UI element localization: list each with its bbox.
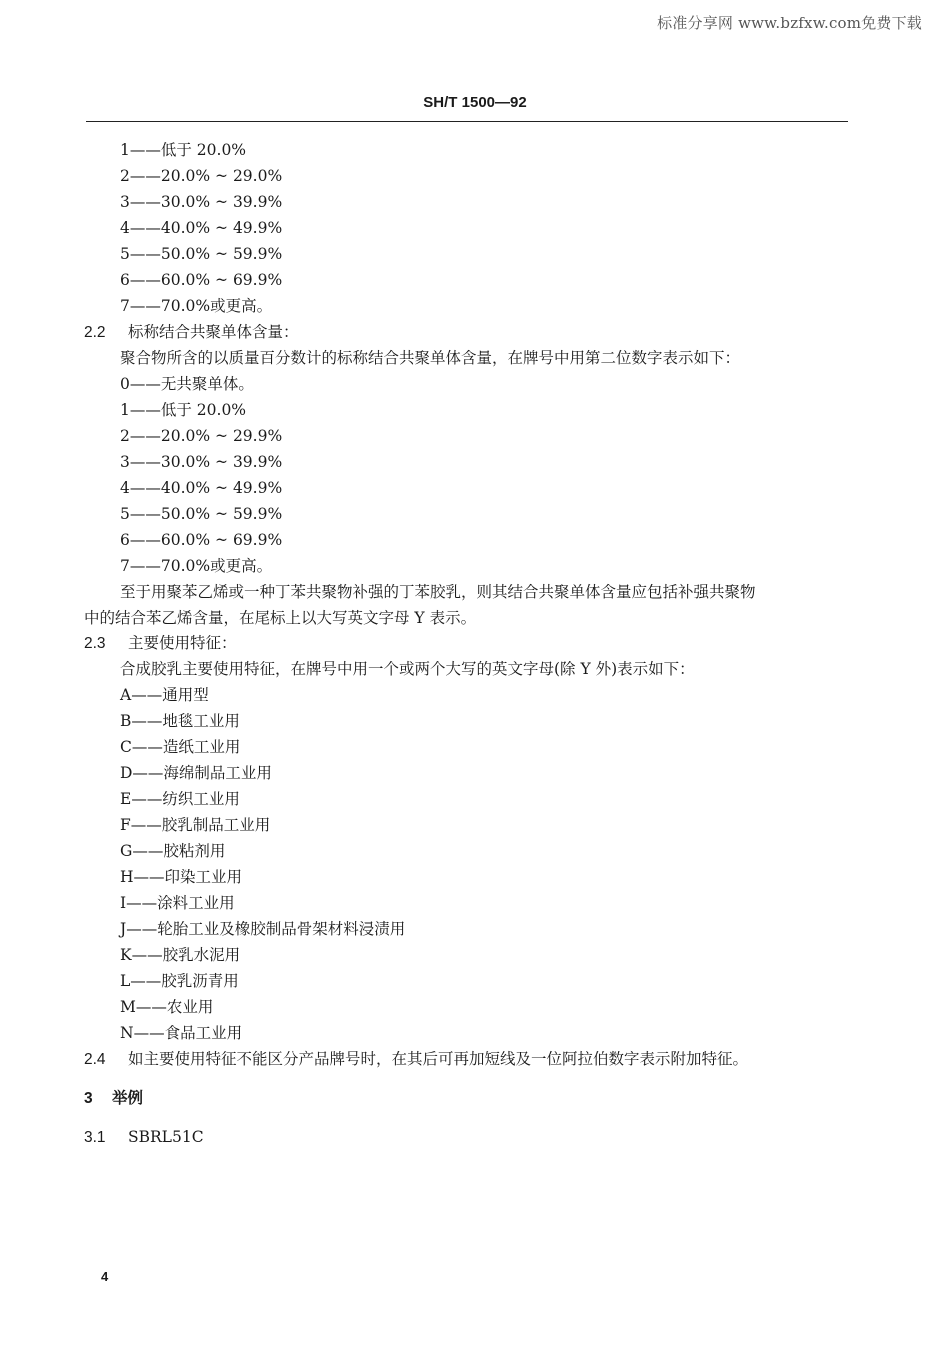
paragraph: 中的结合苯乙烯含量，在尾标上以大写英文字母 Y 表示。	[84, 609, 477, 627]
list-item: K——胶乳水泥用	[120, 946, 241, 964]
example-code: SBRL51C	[128, 1128, 204, 1146]
list-item: J——轮胎工业及橡胶制品骨架材料浸渍用	[120, 920, 406, 938]
list-item: G——胶粘剂用	[120, 842, 226, 860]
list-item: 3——30.0% ~ 39.9%	[120, 193, 283, 211]
section-3-1	[84, 1127, 204, 1148]
section-2-4	[84, 1049, 748, 1070]
list-item: 7——70.0%或更高。	[120, 557, 273, 575]
section-2-3-heading	[84, 633, 237, 654]
list-item: 3——30.0% ~ 39.9%	[120, 453, 283, 471]
section-title: 举例	[112, 1088, 144, 1107]
standard-header: SH/T 1500—92	[423, 94, 527, 111]
section-number: 3	[84, 1090, 93, 1107]
section-number: 2.2	[84, 324, 106, 341]
list-item: 6——60.0% ~ 69.9%	[120, 531, 283, 549]
list-item: 1——低于 20.0%	[120, 141, 247, 159]
list-item: 4——40.0% ~ 49.9%	[120, 479, 283, 497]
list-item: 6——60.0% ~ 69.9%	[120, 271, 283, 289]
section-number: 3.1	[84, 1129, 106, 1146]
paragraph: 至于用聚苯乙烯或一种丁苯共聚物补强的丁苯胶乳，则其结合共聚单体含量应包括补强共聚物	[120, 583, 756, 601]
list-item: D——海绵制品工业用	[120, 764, 272, 782]
list-item: A——通用型	[120, 686, 209, 704]
list-item: I——涂料工业用	[120, 894, 235, 912]
section-number: 2.4	[84, 1051, 106, 1068]
list-item: M——农业用	[120, 998, 214, 1016]
list-item: 1——低于 20.0%	[120, 401, 247, 419]
list-item: 2——20.0% ~ 29.0%	[120, 167, 283, 185]
list-item: C——造纸工业用	[120, 738, 241, 756]
list-item: H——印染工业用	[120, 868, 243, 886]
header-rule	[86, 121, 848, 122]
list-item: 4——40.0% ~ 49.9%	[120, 219, 283, 237]
section-title: 主要使用特征：	[128, 634, 237, 652]
list-item: N——食品工业用	[120, 1024, 243, 1042]
section-3-heading	[84, 1088, 143, 1109]
watermark-text: 标准分享网 www.bzfxw.com免费下载	[657, 14, 922, 32]
list-item: E——纺织工业用	[120, 790, 240, 808]
list-item: F——胶乳制品工业用	[120, 816, 271, 834]
page-number: 4	[101, 1269, 109, 1284]
list-item: 7——70.0%或更高。	[120, 297, 273, 315]
list-item: L——胶乳沥青用	[120, 972, 239, 990]
section-number: 2.3	[84, 635, 106, 652]
list-item: B——地毯工业用	[120, 712, 240, 730]
section-2-2-heading	[84, 322, 299, 343]
section-title: 标称结合共聚单体含量：	[128, 323, 299, 341]
paragraph: 合成胶乳主要使用特征，在牌号中用一个或两个大写的英文字母(除 Y 外)表示如下：	[120, 660, 695, 678]
list-item: 0——无共聚单体。	[120, 375, 254, 393]
list-item: 2——20.0% ~ 29.9%	[120, 427, 283, 445]
section-text: 如主要使用特征不能区分产品牌号时，在其后可再加短线及一位阿拉伯数字表示附加特征。	[128, 1050, 749, 1068]
paragraph: 聚合物所含的以质量百分数计的标称结合共聚单体含量，在牌号中用第二位数字表示如下：	[120, 349, 741, 367]
list-item: 5——50.0% ~ 59.9%	[120, 245, 283, 263]
list-item: 5——50.0% ~ 59.9%	[120, 505, 283, 523]
